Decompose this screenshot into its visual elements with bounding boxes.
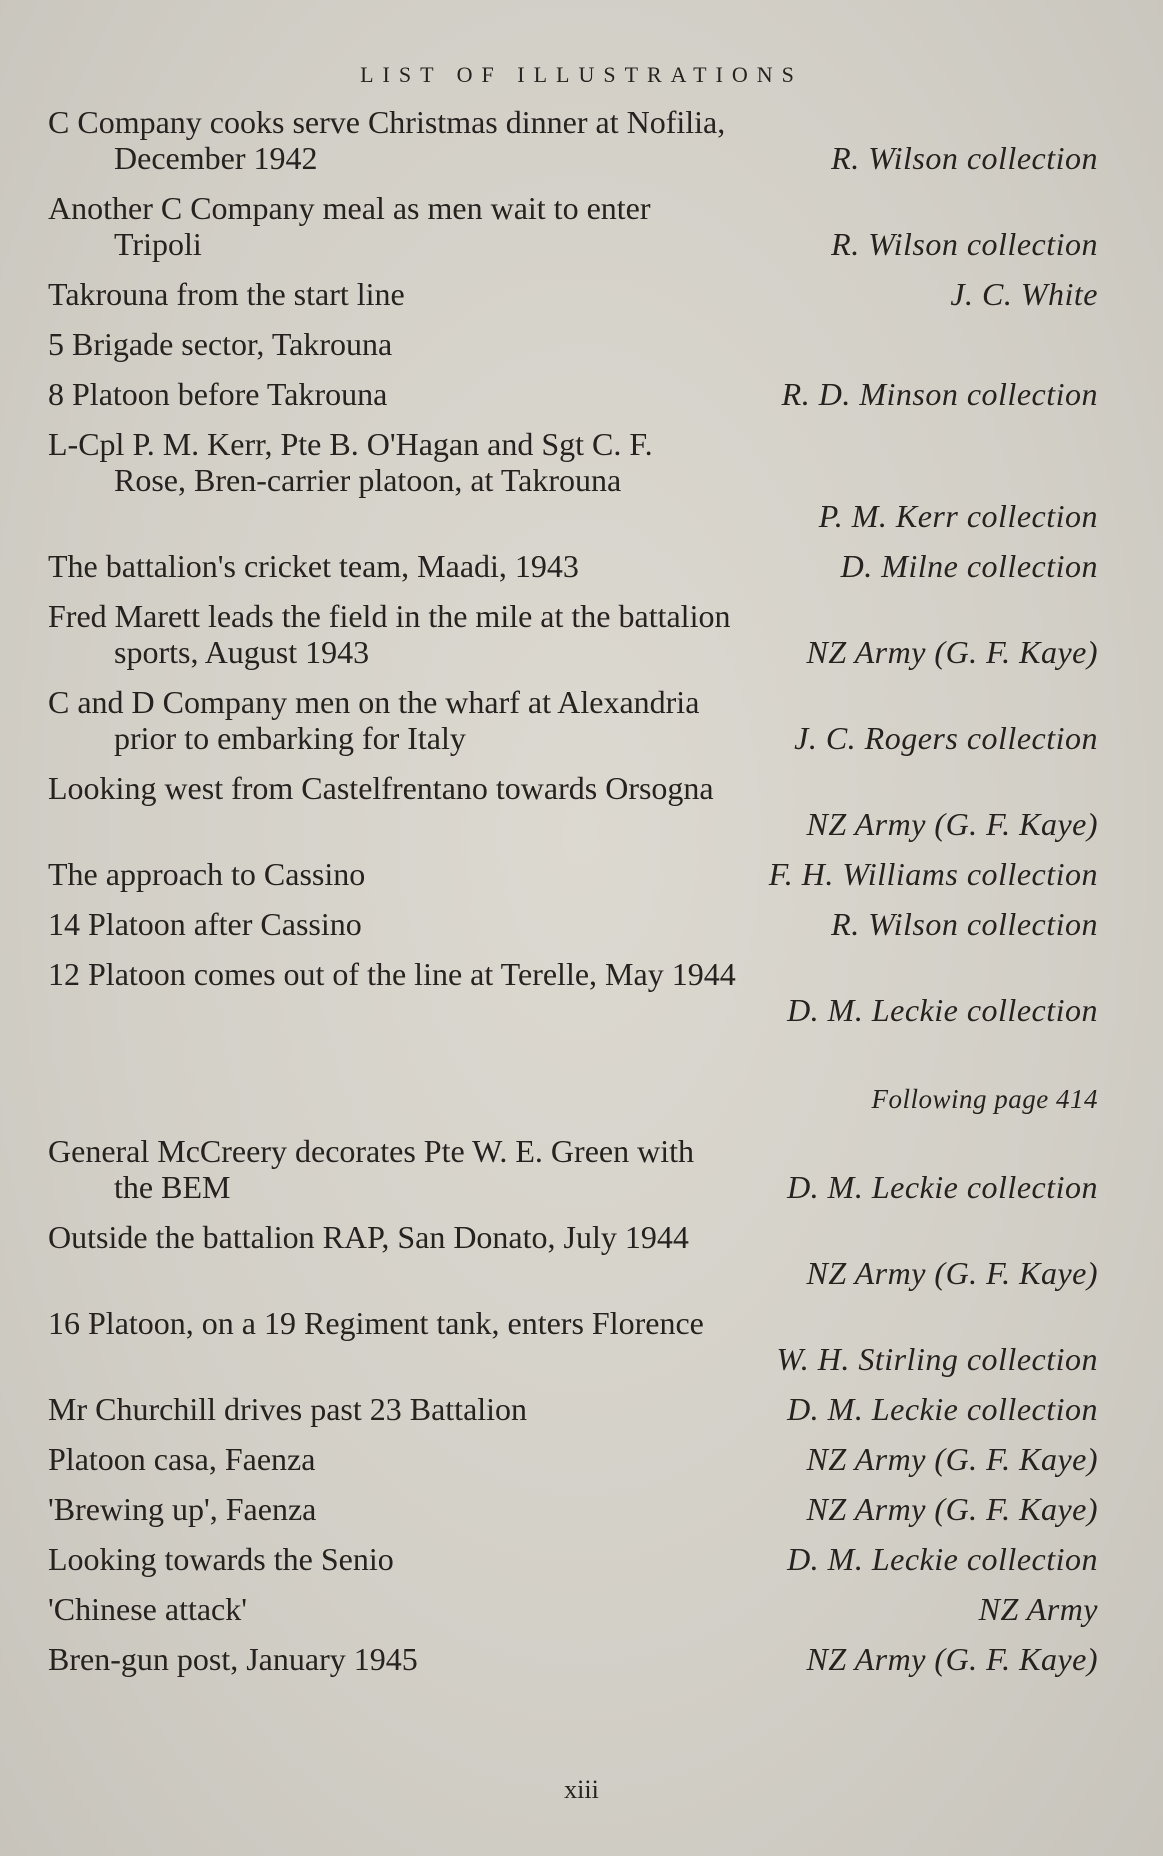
list-item — [48, 1591, 1098, 1627]
list-item — [48, 598, 1098, 670]
list-item — [48, 276, 1098, 312]
entry-credit: J. C. White — [950, 276, 1098, 312]
entry-title: Another C Company meal as men wait to enter — [48, 190, 651, 226]
list-item — [48, 1305, 1098, 1377]
entry-title: 16 Platoon, on a 19 Regiment tank, enters Florence — [48, 1305, 704, 1341]
entry-credit: R. D. Minson collection — [781, 376, 1098, 412]
entry-credit: NZ Army (G. F. Kaye) — [806, 1491, 1098, 1527]
entry-credit: D. Milne collection — [840, 548, 1098, 584]
page-header: LIST OF ILLUSTRATIONS — [360, 62, 803, 87]
entry-credit: D. M. Leckie collection — [787, 1169, 1098, 1205]
list-item — [48, 1491, 1098, 1527]
entry-credit: P. M. Kerr collection — [818, 498, 1098, 534]
entry-credit: NZ Army (G. F. Kaye) — [806, 634, 1098, 670]
entry-title-cont: the BEM — [114, 1169, 231, 1205]
page-number: xiii — [564, 1775, 599, 1804]
illustrations-list — [48, 104, 1098, 1691]
list-item — [48, 548, 1098, 584]
entry-credit: NZ Army (G. F. Kaye) — [806, 1441, 1098, 1477]
entry-title-cont: sports, August 1943 — [114, 634, 370, 670]
entry-title: Fred Marett leads the field in the mile at the battalion — [48, 598, 731, 634]
list-item — [48, 856, 1098, 892]
section-heading: Following page 414 — [871, 1084, 1098, 1114]
list-item — [48, 1541, 1098, 1577]
entry-title: Takrouna from the start line — [48, 276, 405, 312]
list-item — [48, 1641, 1098, 1677]
list-item — [48, 326, 1098, 362]
entry-title: 8 Platoon before Takrouna — [48, 376, 388, 412]
entry-title: L-Cpl P. M. Kerr, Pte B. O'Hagan and Sgt C. F. — [48, 426, 653, 462]
entry-title: 14 Platoon after Cassino — [48, 906, 362, 942]
entry-title: 'Chinese attack' — [48, 1591, 248, 1627]
list-item — [48, 426, 1098, 534]
entry-title: Bren-gun post, January 1945 — [48, 1641, 418, 1677]
entry-title-cont: Tripoli — [114, 226, 202, 262]
entry-credit: F. H. Williams collection — [768, 856, 1098, 892]
entry-credit: R. Wilson collection — [831, 226, 1098, 262]
entry-title: 5 Brigade sector, Takrouna — [48, 326, 393, 362]
entry-title: Outside the battalion RAP, San Donato, July 1944 — [48, 1219, 689, 1255]
entry-credit: NZ Army — [978, 1591, 1098, 1627]
entry-title: 'Brewing up', Faenza — [48, 1491, 317, 1527]
list-item — [48, 376, 1098, 412]
entry-credit: D. M. Leckie collection — [787, 992, 1098, 1028]
list-item — [48, 906, 1098, 942]
entry-credit: J. C. Rogers collection — [794, 720, 1098, 756]
list-item — [48, 1133, 1098, 1205]
list-item — [48, 1219, 1098, 1291]
entry-title: Looking west from Castelfrentano towards Orsogna — [48, 770, 714, 806]
entry-credit: W. H. Stirling collection — [776, 1341, 1098, 1377]
entry-title-cont: December 1942 — [114, 140, 318, 176]
entry-title-cont: prior to embarking for Italy — [114, 720, 466, 756]
entry-credit: NZ Army (G. F. Kaye) — [806, 1641, 1098, 1677]
list-item — [48, 190, 1098, 262]
list-item — [48, 1441, 1098, 1477]
entry-title: C Company cooks serve Christmas dinner at Nofilia, — [48, 104, 726, 140]
list-item — [48, 104, 1098, 176]
entry-title: 12 Platoon comes out of the line at Terelle, May 1944 — [48, 956, 736, 992]
entry-credit: NZ Army (G. F. Kaye) — [806, 1255, 1098, 1291]
list-item — [48, 956, 1098, 1028]
entry-title-cont: Rose, Bren-carrier platoon, at Takrouna — [114, 462, 622, 498]
entry-credit: NZ Army (G. F. Kaye) — [806, 806, 1098, 842]
entry-credit: R. Wilson collection — [831, 906, 1098, 942]
entry-credit: D. M. Leckie collection — [787, 1391, 1098, 1427]
list-item — [48, 1391, 1098, 1427]
entry-title: Mr Churchill drives past 23 Battalion — [48, 1391, 528, 1427]
list-item — [48, 770, 1098, 842]
list-item — [48, 684, 1098, 756]
entry-title: The approach to Cassino — [48, 856, 366, 892]
entry-title: C and D Company men on the wharf at Alexandria — [48, 684, 700, 720]
entry-title: The battalion's cricket team, Maadi, 1943 — [48, 548, 579, 584]
entry-credit: D. M. Leckie collection — [787, 1541, 1098, 1577]
entry-title: Platoon casa, Faenza — [48, 1441, 316, 1477]
entry-title: Looking towards the Senio — [48, 1541, 394, 1577]
entry-title: General McCreery decorates Pte W. E. Green with — [48, 1133, 694, 1169]
entry-credit: R. Wilson collection — [831, 140, 1098, 176]
